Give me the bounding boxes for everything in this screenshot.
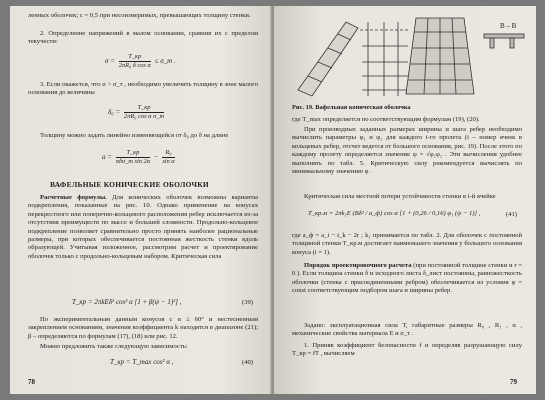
formula-part: ≤ σ_т . (154, 57, 176, 66)
cone-figure (288, 10, 528, 100)
run-in-heading: Порядок проектировочного расчета (304, 262, 412, 269)
section-heading: ВАФЕЛЬНЫЕ КОНИЧЕСКИЕ ОБОЛОЧКИ (50, 180, 209, 189)
formula-part: a = (102, 153, 112, 162)
paragraph: По экспериментальным данным конусов с α ≤ 60° и нестесненным закреплением основаниям, значения коэффициента k находятся в диапазоне (21); β – определяются по формулам (17), (18) или рис. 12. (28, 316, 258, 340)
fraction (119, 53, 151, 70)
paragraph-text: (при постоянной толщине стенки и r = 0 ). Если толщина стенки δ и исходного листа δ_лист постоянны, равножесткость оболочки (стенка с присоединенными ребром) обеспечивается из условия φ = const соответствующим подбором шага и ширины ребер. (292, 262, 522, 295)
paragraph: ленных оболочек; c = 0,5 при несоизмеримых, превышающих толщину стенки. (28, 12, 251, 19)
formula-40: T_кр = T_max cos² α , (110, 358, 174, 366)
section-bb-drawing (484, 34, 524, 48)
numerator: T_кр (119, 53, 151, 62)
formula-a (102, 149, 177, 166)
formula-sigma (105, 53, 176, 70)
paragraph: 2. Определение напряжений в малом основании, сравнив их с пределом текучести: (28, 30, 258, 46)
formula-part: σ = (105, 57, 115, 66)
page-number: 79 (510, 378, 517, 386)
paragraph (28, 194, 258, 261)
numerator: T_кр (116, 149, 150, 158)
denominator: 2πR₀ δ cos α (118, 62, 151, 69)
fraction (116, 149, 150, 166)
numerator: T_кр (124, 104, 164, 113)
paragraph: При производных заданных размерах ширины и шага ребер необходимо вычислить параметры φ₁ и φ₂ для каждого i-го пролета (i – номер ячеек в кольцевых ребер, отсчет ведется от большого основания, рис. 19). После этого по каждому пролету определяется значение φ = √φ₁φ₂ . Эти вычисления удобнее выполнять по табл. 5. Критическую силу рекомендуется вычислять по минимальному значению φ . (292, 126, 522, 176)
fraction (124, 104, 164, 121)
right-page (274, 6, 536, 394)
denominator: πδσ_т sin 2α (115, 158, 151, 165)
figure-caption: Рис. 19. Вафельная коническая оболочка (292, 104, 411, 111)
paragraph: где a_ф = a_i − t_k − 2r ; k₁ принимается по табл. 2. Для оболочек с постоянной толщиной стенки T_кр.м достигает наименьшего значения у большего основания конуса (i = 1). (292, 232, 522, 256)
paragraph-text: Для конических оболочек возможны варианты подкрепления, показанные на рис. 10. Однако применение на конусах перекрестного или поперечно-кольцевого расположения ребер исключается из-за отсутствия преимуществ по массе и большей сложности. Продольно-кольцевое подкрепление позволяет сравнительно просто принять наиболее рациональные размеры, при которых обеспечивается постоянная жесткость стенки вдоль образующей. Учитывая изложенное, рассмотрим расчет и проектирование оболочек только с продольно-кольцевым набором. Критическая сила (28, 194, 258, 260)
formula-delta (108, 104, 166, 121)
paragraph: Толщину можно задать линейно изменяющейся от δ₀ до δ на длине (40, 132, 229, 139)
section-label: В – В (500, 22, 517, 30)
fraction (162, 149, 174, 166)
paragraph: где T_max определяется по соответствующим формулам (19), (20). (292, 116, 480, 123)
formula-part: − (153, 153, 159, 162)
left-page (10, 6, 272, 394)
formula-39: T_кр = 2πkEδ² cos² α [1 + β(ψ − 1)²] , (72, 298, 182, 306)
denominator: sin α (162, 158, 175, 165)
paragraph: 3. Если окажется, что σ > σ_т , необходимо увеличить толщину в зоне малого основания до величины (28, 81, 258, 97)
formula-part: δ₀ = (108, 108, 121, 117)
formula-41: T_кр.м = 2πk₁E (Bδ³ / a_ф) cos α [1 + (0,26 / 0,16) φ₁ (ψ − 1)] , (308, 210, 481, 217)
equation-number: (40) (242, 359, 253, 366)
paragraph: 1. Приняв коэффициент безопасности f и определяв разрушающую силу T_кр = fT , вычисляем (292, 342, 522, 358)
paragraph: Задано: эксплуатационная сила T, габаритные размеры R₀ , R₁ , α , механические свойства материала E и σ_т . (292, 322, 522, 338)
run-in-heading: Расчетные формулы. (40, 194, 107, 201)
page-number: 78 (28, 378, 35, 386)
equation-number: (41) (506, 211, 517, 218)
equation-number: (39) (242, 299, 253, 306)
waffle-shell-drawing (406, 18, 474, 94)
numerator: R₀ (162, 149, 174, 158)
cone-section-drawing (298, 22, 408, 96)
paragraph (292, 262, 522, 296)
paragraph: Критическая сила местной потери устойчивости стенки в i-й ячейке (304, 193, 496, 200)
paragraph: Можно предложить также следующую зависимость: (40, 343, 188, 350)
denominator: 2πR₀ cos α σ_т (123, 113, 165, 120)
